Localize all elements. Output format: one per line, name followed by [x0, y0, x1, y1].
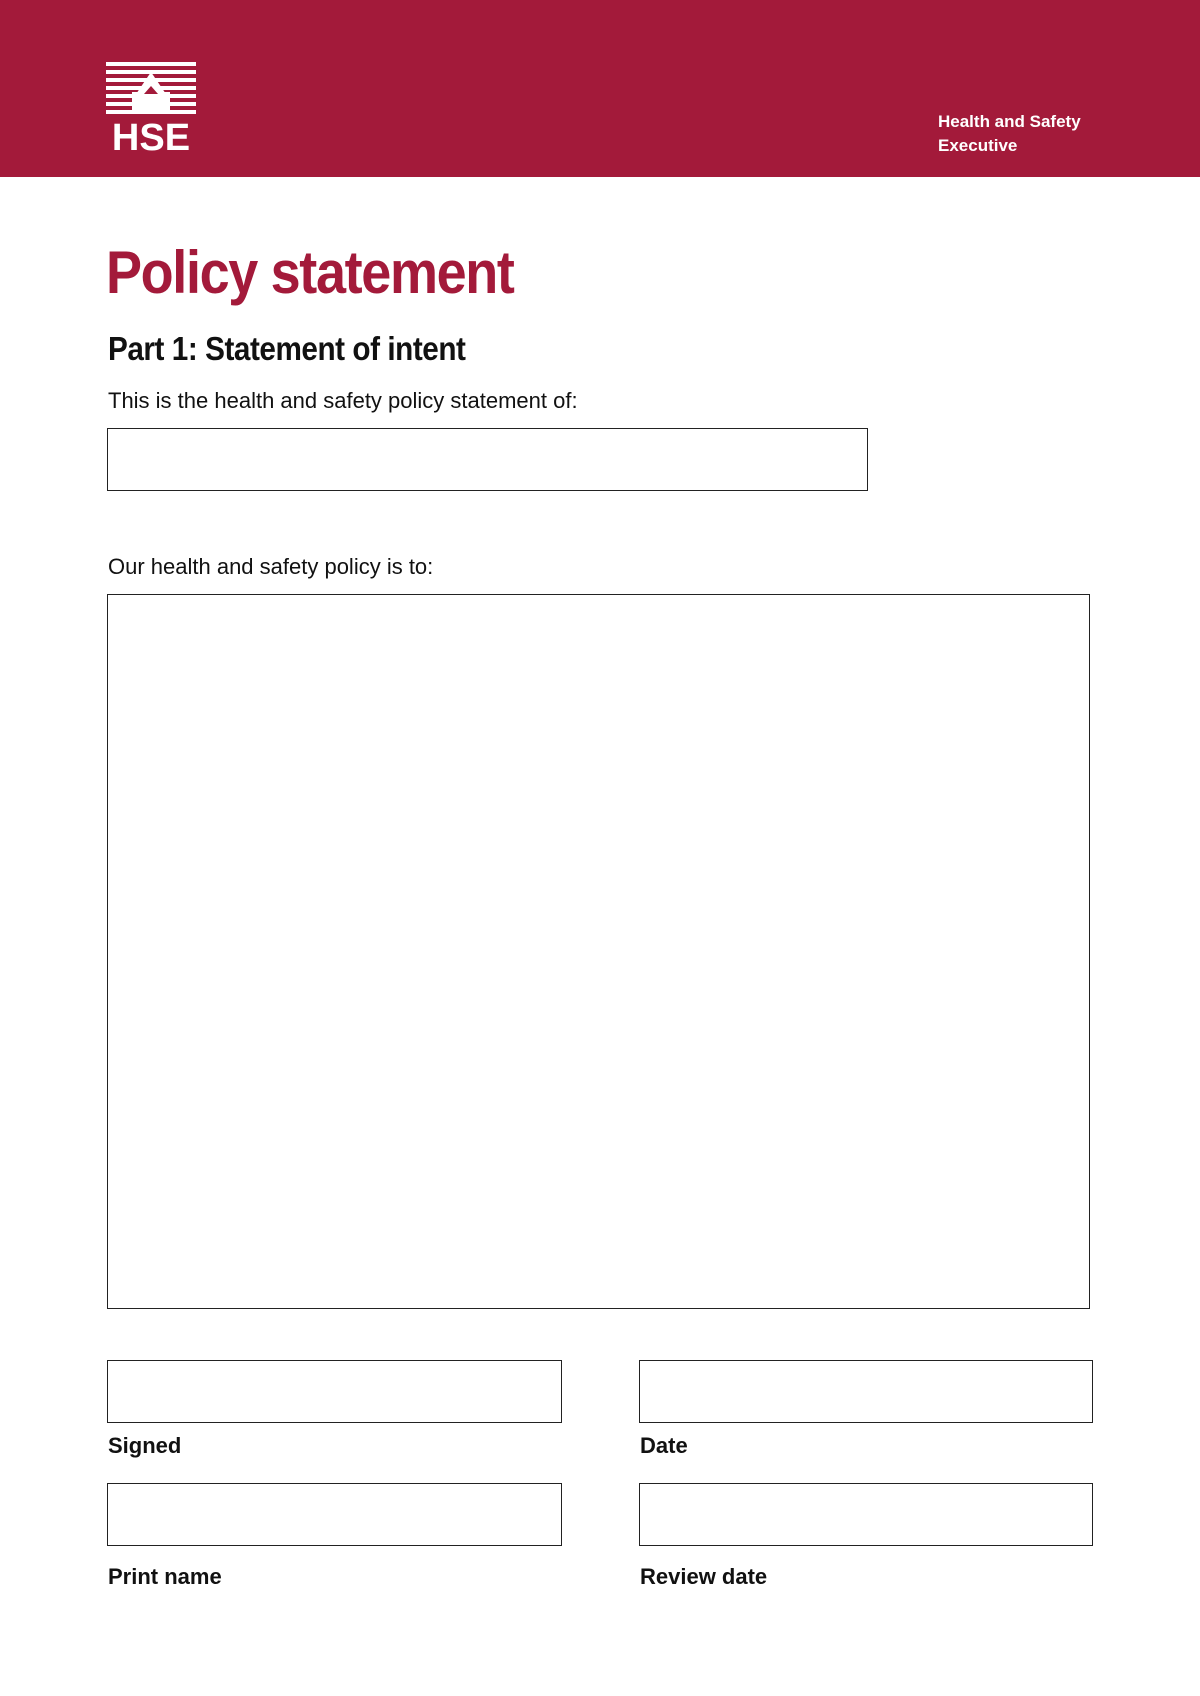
signed-field[interactable]: [107, 1360, 562, 1423]
page-title: Policy statement: [106, 239, 514, 306]
print-name-label: Print name: [108, 1564, 222, 1589]
organisation-name-field[interactable]: [107, 428, 868, 491]
hse-logo: [106, 62, 196, 152]
organisation-name: [938, 110, 1138, 158]
policy-text-area[interactable]: [107, 594, 1090, 1309]
print-name-field[interactable]: [107, 1483, 562, 1546]
header-band: [0, 0, 1200, 177]
logo-text: HSE: [111, 117, 191, 152]
org-name-line-1: Health and Safety: [938, 112, 1081, 131]
policy-is-to-label: Our health and safety policy is to:: [108, 554, 434, 579]
statement-of-label: This is the health and safety policy statement of:: [108, 388, 578, 413]
org-name-line-2: Executive: [938, 136, 1018, 155]
date-field[interactable]: [639, 1360, 1093, 1423]
section-subtitle: Part 1: Statement of intent: [108, 330, 466, 367]
signed-label: Signed: [108, 1433, 182, 1458]
date-label: Date: [640, 1433, 688, 1458]
review-date-label: Review date: [640, 1564, 768, 1589]
review-date-field[interactable]: [639, 1483, 1093, 1546]
